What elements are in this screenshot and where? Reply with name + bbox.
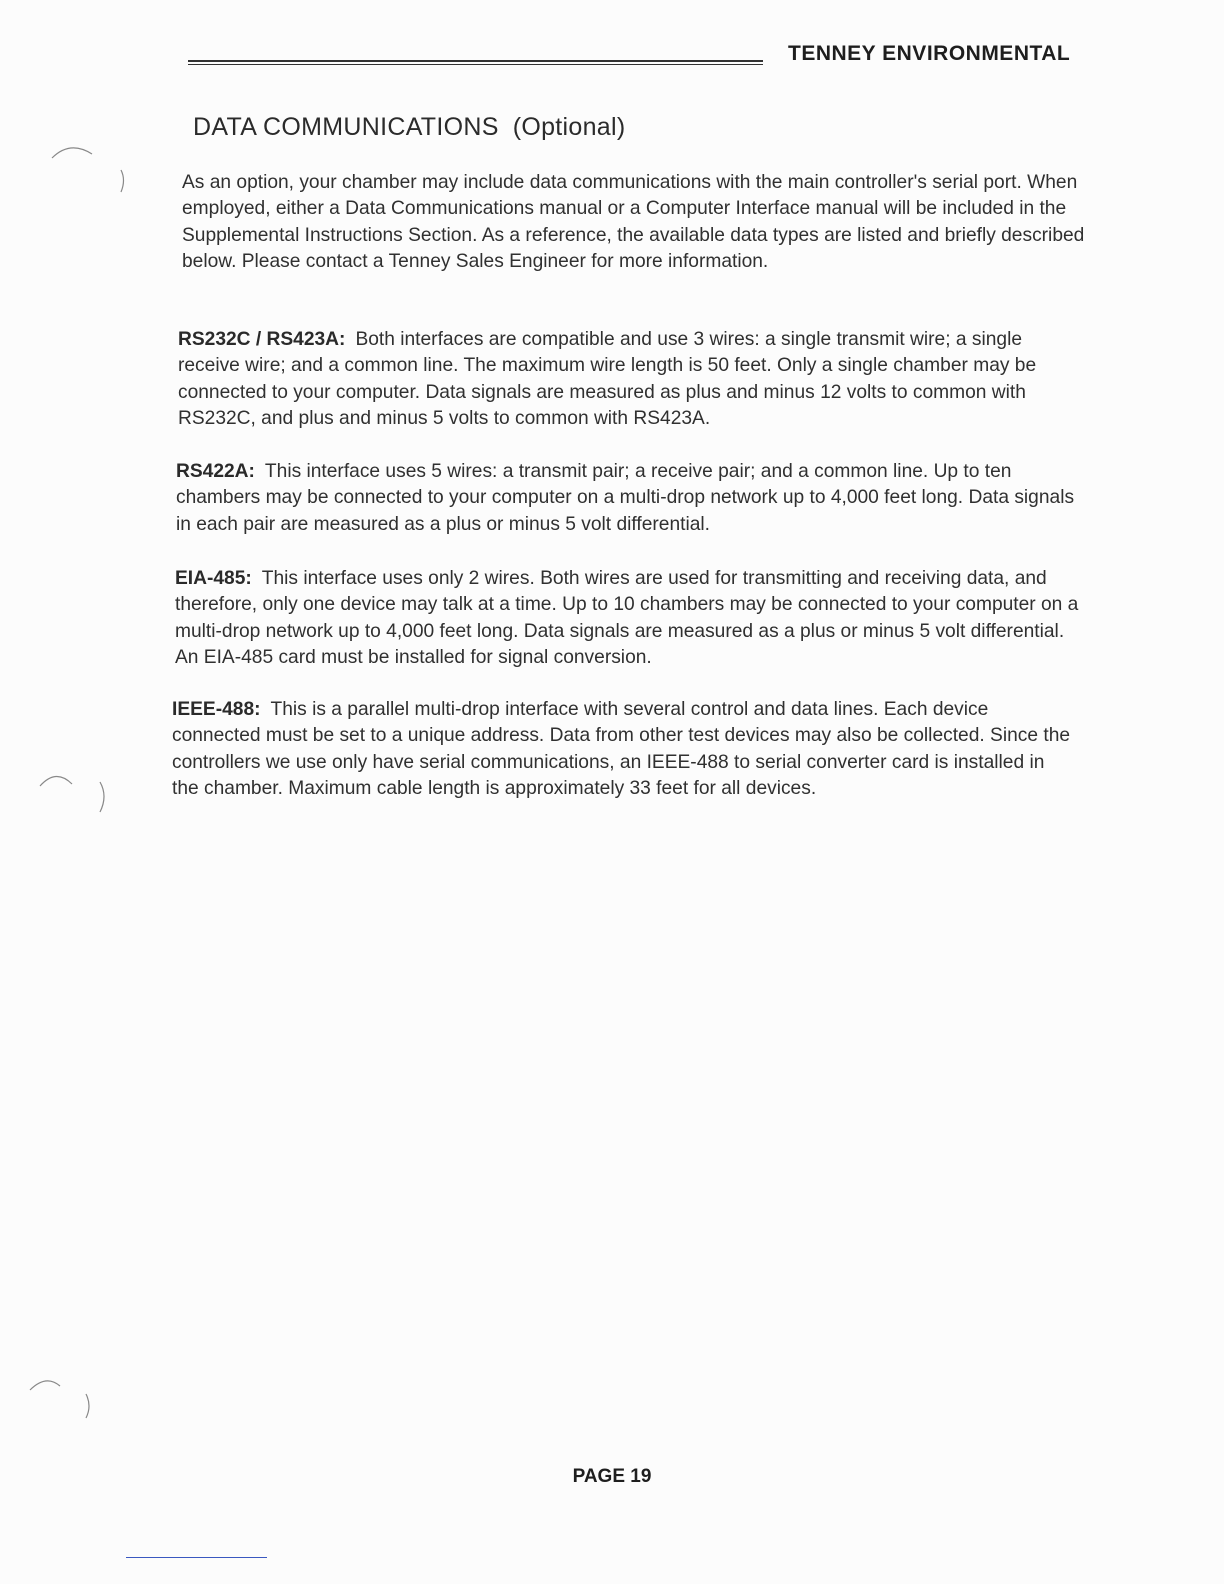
section-text: This interface uses 5 wires: a transmit pair; a receive pair; and a common line. Up to ten chambers may be connected to your computer on a multi-drop network up to 4,000 feet long. Data signals in each pair are measured as a plus or minus 5 volt differential. (176, 461, 1075, 535)
section-term: EIA-485: (175, 568, 252, 589)
title-main: DATA COMMUNICATIONS (193, 113, 499, 141)
company-name: TENNEY ENVIRONMENTAL (788, 42, 1071, 65)
punch-hole-bracket-bottom (86, 1394, 89, 1418)
page-number: PAGE 19 (572, 1466, 652, 1487)
punch-hole-mark-middle (40, 776, 72, 786)
punch-hole-mark-top (52, 148, 92, 158)
intro-paragraph: As an option, your chamber may include data communications with the main controller's serial port. When employed, either a Data Communications manual or a Computer Interface manual will be included in the Supplemental Instructions Section. As a reference, the available data types are listed and briefly described below. Please contact a Tenney Sales Engineer for more information. (182, 172, 1085, 272)
section-text: This interface uses only 2 wires. Both wires are used for transmitting and receiving data, and therefore, only one device may talk at a time. Up to 10 chambers may be connected to your computer on a multi-drop network up to 4,000 feet long. Data signals are measured as a plus or minus 5 volt differential. An EIA-485 card must be installed for signal conversion. (175, 568, 1079, 668)
punch-hole-mark-bottom (30, 1381, 60, 1390)
section-text: This is a parallel multi-drop interface with several control and data lines. Each device connected must be set to a unique address. Data from other test devices may also be collected. Since the controllers we use only have serial communications, an IEEE-488 to serial converter card is installed in the chamber. Maximum cable length is approximately 33 feet for all devices. (172, 699, 1071, 799)
title-suffix: (Optional) (512, 113, 626, 141)
punch-hole-bracket-top (121, 170, 124, 192)
punch-hole-bracket-middle (100, 782, 104, 812)
section-term: RS422A: (176, 461, 255, 482)
section-term: RS232C / RS423A: (178, 329, 346, 350)
section-term: IEEE-488: (172, 699, 261, 720)
section-text: Both interfaces are compatible and use 3 wires: a single transmit wire; a single receive wire; and a common line. The maximum wire length is 50 feet. Only a single chamber may be connected to your computer. Data signals are measured as plus and minus 12 volts to common with RS232C, and plus and minus 5 volts to common with RS423A. (178, 329, 1037, 429)
